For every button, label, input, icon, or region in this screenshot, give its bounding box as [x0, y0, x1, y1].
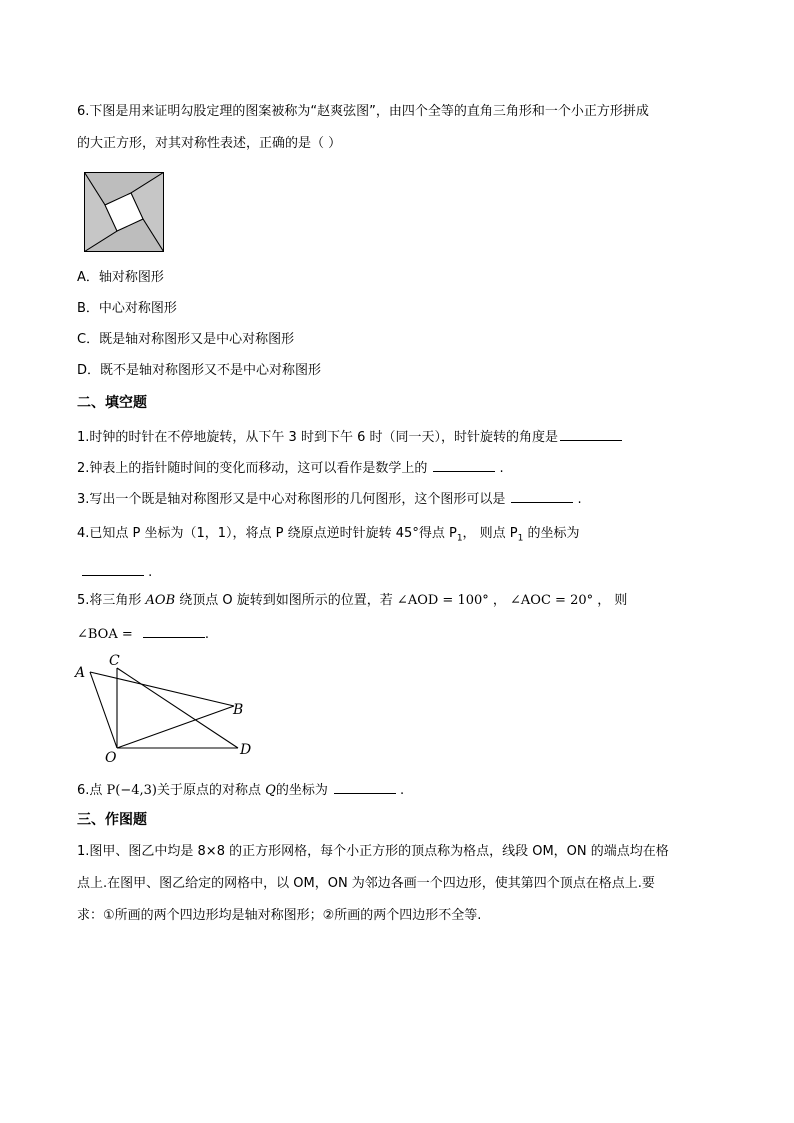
s3-q1-line3: 求：①所画的两个四边形均是轴对称图形；②所画的两个四边形不全等.: [77, 908, 482, 923]
s2-q5: 5.将三角形 AOB 绕顶点 O 旋转到如图所示的位置，若 ∠AOD = 100° ， ∠AOC = 20° ， 则: [77, 593, 628, 608]
q6-stem-line2: 的大正方形，对其对称性表述，正确的是（ ）: [77, 136, 342, 151]
s2-q4: 4.已知点 P 坐标为（1，1），将点 P 绕原点逆时针旋转 45°得点 $P_1$， 则点 $P_1$ 的坐标为: [77, 526, 580, 544]
s2-q5-answer: ∠BOA = .: [77, 624, 209, 643]
s2-q2-blank[interactable]: [433, 458, 495, 472]
label-d: D: [240, 742, 252, 758]
s2-q1-blank[interactable]: [560, 427, 622, 441]
label-c: C: [109, 653, 120, 669]
s2-q3-blank[interactable]: [511, 489, 573, 503]
q6-option-d: D．既不是轴对称图形又不是中心对称图形: [77, 363, 322, 378]
zhao-shuang-diagram: [84, 172, 164, 252]
section3-title: 三、作图题: [77, 812, 147, 828]
q6-option-b: B．中心对称图形: [77, 301, 177, 316]
s2-q4-answer: .: [82, 562, 152, 581]
s2-q5-blank[interactable]: [143, 624, 205, 638]
s2-q6: 6.点 P(−4,3)关于原点的对称点 Q的坐标为 .: [77, 780, 404, 799]
s2-q3: 3.写出一个既是轴对称图形又是中心对称图形的几何图形，这个图形可以是 .: [77, 489, 582, 508]
s2-q1: 1.时钟的时针在不停地旋转，从下午 3 时到下午 6 时（同一天），时针旋转的角度是: [77, 427, 622, 446]
q6-option-c: C．既是轴对称图形又是中心对称图形: [77, 332, 295, 347]
s2-q2: 2.钟表上的指针随时间的变化而移动，这可以看作是数学上的 .: [77, 458, 504, 477]
label-o: O: [105, 750, 117, 766]
s3-q1-line1: 1.图甲、图乙中均是 8×8 的正方形网格，每个小正方形的顶点称为格点，线段 OM，ON 的端点均在格: [77, 844, 669, 859]
q6-stem-line1: 6.下图是用来证明勾股定理的图案被称为“赵爽弦图”，由四个全等的直角三角形和一个小正方形拼成: [77, 104, 649, 119]
q6-option-a: A．轴对称图形: [77, 270, 164, 285]
triangle-rotation-diagram: [70, 648, 270, 770]
label-b: B: [233, 702, 244, 718]
s3-q1-line2: 点上.在图甲、图乙给定的网格中，以 OM，ON 为邻边各画一个四边形，使其第四个顶点在格点上.要: [77, 876, 655, 891]
s2-q4-blank[interactable]: [82, 562, 144, 576]
s2-q6-blank[interactable]: [334, 780, 396, 794]
label-a: A: [75, 665, 86, 681]
section2-title: 二、填空题: [77, 395, 147, 411]
